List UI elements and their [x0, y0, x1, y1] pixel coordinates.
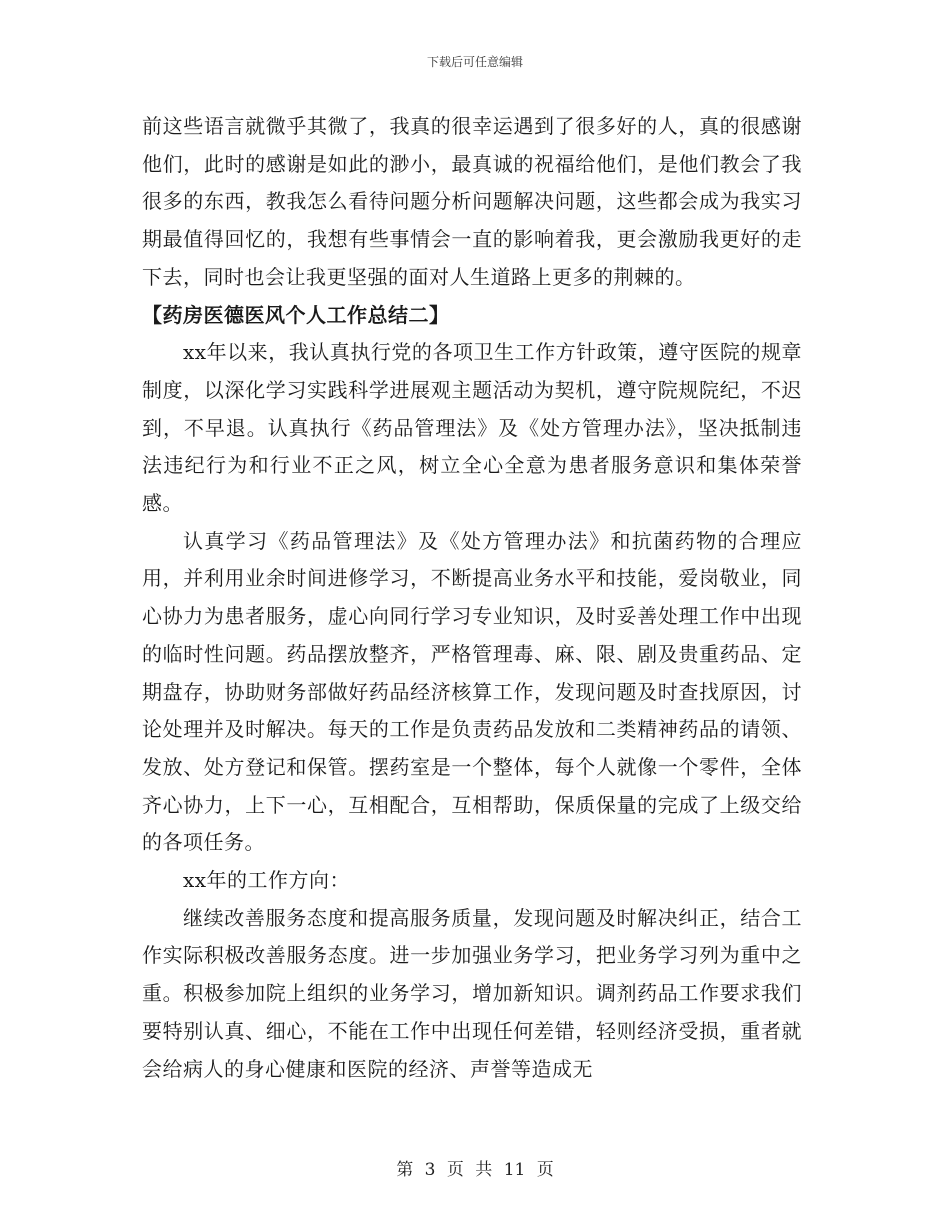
document-body — [142, 108, 802, 1088]
paragraph-continuation: 前这些语言就微乎其微了，我真的很幸运遇到了很多好的人，真的很感谢他们，此时的感谢是如此的渺小，最真诚的祝福给他们，是他们教会了我很多的东西，教我怎么看待问题分析问题解决问题，这些都会成为我实习期最值得回忆的，我想有些事情会一直的影响着我，更会激励我更好的走下去，同时也会让我更坚强的面对人生道路上更多的荆棘的。 — [142, 114, 802, 289]
paragraph-study: 认真学习《药品管理法》及《处方管理办法》和抗菌药物的合理应用，并利用业余时间进修学习，不断提高业务水平和技能，爱岗敬业，同心协力为患者服务，虚心向同行学习专业知识，及时妥善处理工作中出现的临时性问题。药品摆放整齐，严格管理毒、麻、限、剧及贵重药品、定期盘存，协助财务部做好药品经济核算工作，发现问题及时查找原因，讨论处理并及时解决。每天的工作是负责药品发放和二类精神药品的请领、发放、处方登记和保管。摆药室是一个整体，每个人就像一个零件，全体齐心协力，上下一心，互相配合，互相帮助，保质保量的完成了上级交给的各项任务。 — [142, 528, 802, 855]
page-header: 下载后可任意编辑 — [426, 55, 523, 69]
page-number: 第 3 页 共 11 页 — [396, 1160, 554, 1180]
paragraph-direction-body: 继续改善服务态度和提高服务质量，发现问题及时解决纠正，结合工作实际积极改善服务态度。进一步加强业务学习，把业务学习列为重中之重。积极参加院上组织的业务学习，增加新知识。调剂药品工作要求我们要特别认真、细心，不能在工作中出现任何差错，轻则经济受损，重者就会给病人的身心健康和医院的经济、声誉等造成无 — [142, 905, 802, 1081]
section-heading: 【药房医德医风个人工作总结二】 — [142, 302, 450, 327]
paragraph-direction-title: xx年的工作方向： — [183, 868, 351, 893]
paragraph-intro: xx年以来，我认真执行党的各项卫生工作方针政策，遵守医院的规章制度，以深化学习实践科学进展观主题活动为契机，遵守院规院纪，不迟到，不早退。认真执行《药品管理法》及《处方管理办法》，坚决抵制违法违纪行为和行业不正之风，树立全心全意为患者服务意识和集体荣誉感。 — [142, 340, 802, 516]
